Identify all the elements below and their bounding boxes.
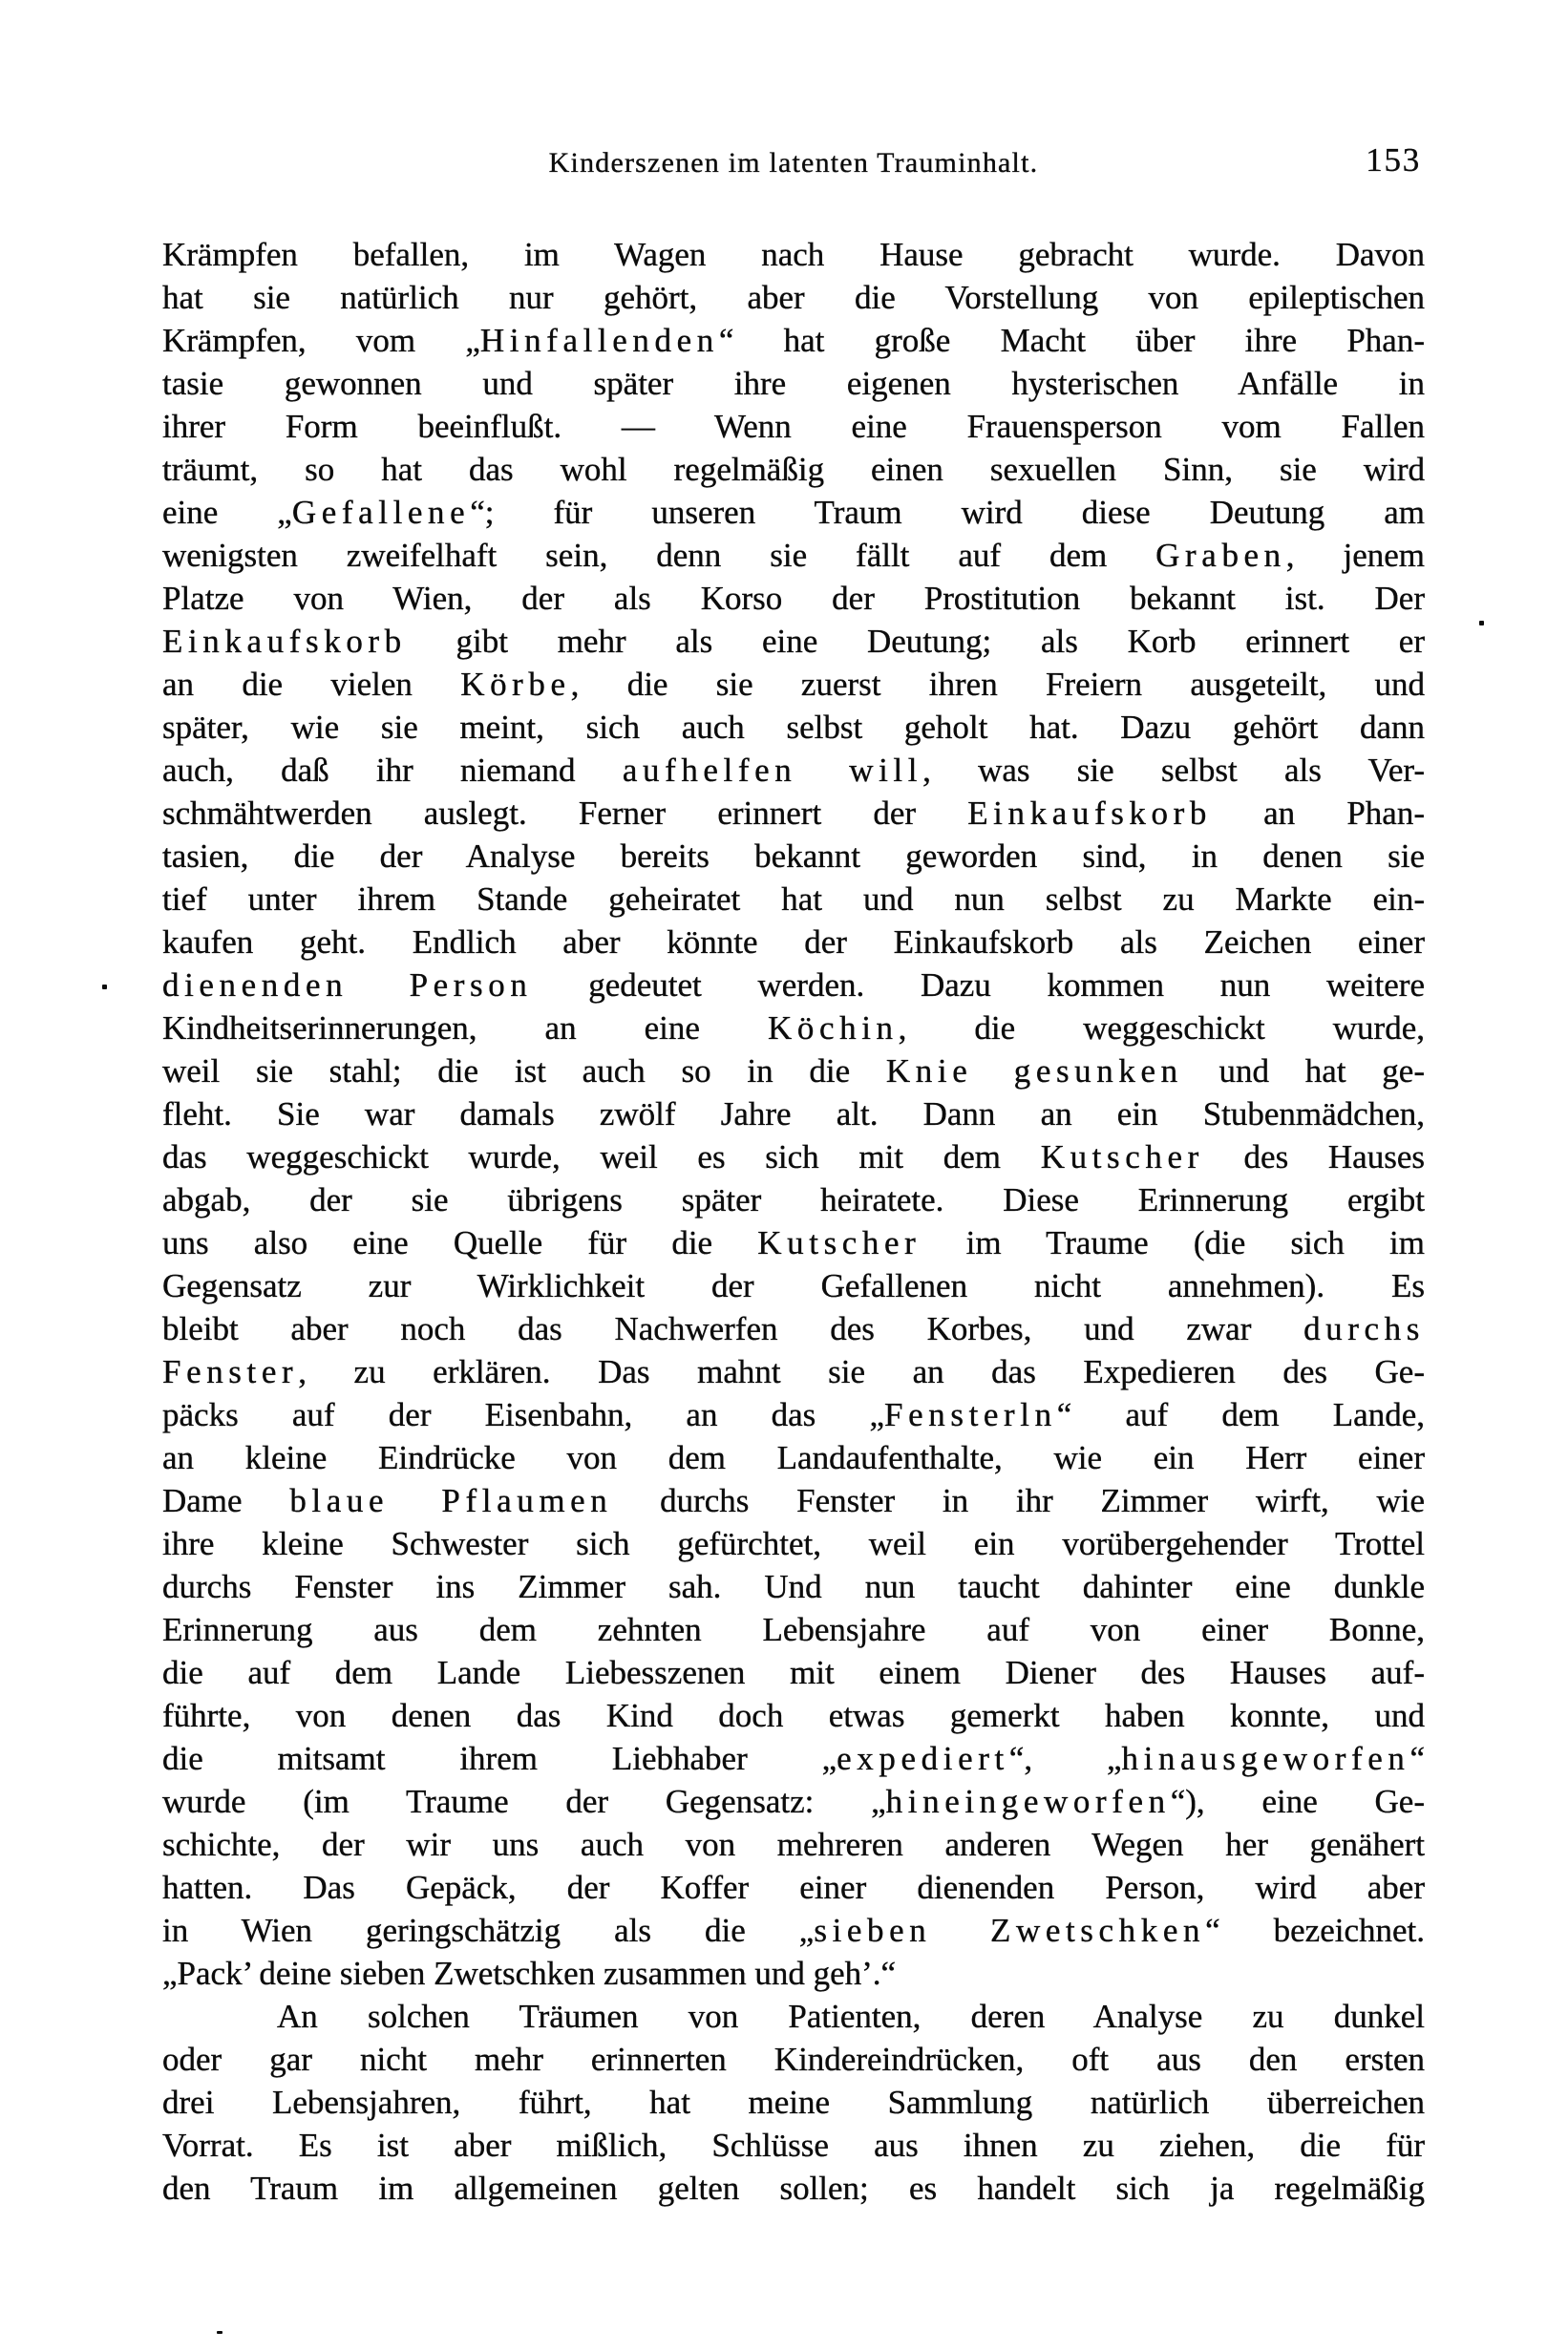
text-segment: Dame bbox=[162, 1482, 290, 1519]
text-line bbox=[162, 2124, 1425, 2167]
text-segment: an die vielen bbox=[162, 666, 461, 703]
text-line bbox=[162, 835, 1425, 878]
text-segment: später, wie sie meint, sich auch selbst geholt hat. Dazu gehört dann bbox=[162, 709, 1425, 746]
text-segment: den Traum im allgemeinen gelten sollen; es handelt sich ja regelmäßig bbox=[162, 2170, 1425, 2207]
text-segment: ihrer Form beeinflußt. — Wenn eine Frauensperson vom Fallen bbox=[162, 408, 1425, 445]
text-line bbox=[162, 964, 1425, 1006]
text-segment: „Pack’ deine sieben Zwetschken zusammen und geh’.“ bbox=[162, 1955, 897, 1992]
text-segment: “), eine Ge- bbox=[1170, 1783, 1425, 1820]
text-line bbox=[162, 1178, 1425, 1221]
gesperrt-text: Knie gesunken bbox=[885, 1052, 1183, 1090]
text-segment: schmähtwerden auslegt. Ferner erinnert der bbox=[162, 795, 968, 832]
scan-speck bbox=[217, 2331, 222, 2334]
text-segment: “ auf dem Lande, bbox=[1056, 1396, 1425, 1433]
page-number: 153 bbox=[1366, 141, 1421, 179]
text-segment: an Phan- bbox=[1211, 795, 1425, 832]
text-segment: hatten. Das Gepäck, der Koffer einer dienenden Person, wird aber bbox=[162, 1869, 1425, 1906]
text-segment: päcks auf der Eisenbahn, an das „ bbox=[162, 1396, 885, 1433]
running-title: Kinderszenen im latenten Trauminhalt. bbox=[548, 147, 1039, 179]
text-segment: tief unter ihrem Stande geheiratet hat und nun selbst zu Markte ein- bbox=[162, 880, 1425, 918]
text-segment: und hat ge- bbox=[1182, 1052, 1426, 1090]
text-line bbox=[162, 878, 1425, 921]
text-line bbox=[162, 1522, 1425, 1565]
text-segment: in Wien geringschätzig als die „ bbox=[162, 1912, 815, 1949]
text-line bbox=[162, 1350, 1425, 1393]
text-line bbox=[162, 233, 1425, 276]
text-line bbox=[162, 491, 1425, 534]
text-line bbox=[162, 1565, 1425, 1608]
text-segment: , zu erklären. Das mahnt sie an das Expedieren des Ge- bbox=[298, 1353, 1425, 1390]
text-line bbox=[162, 1049, 1425, 1092]
text-segment: an kleine Eindrücke von dem Landaufenthalte, wie ein Herr einer bbox=[162, 1439, 1425, 1476]
text-line bbox=[162, 405, 1425, 448]
text-line bbox=[162, 921, 1425, 964]
text-line bbox=[162, 1393, 1425, 1436]
text-line bbox=[162, 1737, 1425, 1780]
text-segment: Erinnerung aus dem zehnten Lebensjahre auf von einer Bonne, bbox=[162, 1611, 1425, 1648]
text-segment: Krämpfen befallen, im Wagen nach Hause gebracht wurde. Davon bbox=[162, 236, 1425, 273]
text-segment: gedeutet werden. Dazu kommen nun weitere bbox=[532, 966, 1425, 1004]
text-segment: weil sie stahl; die ist auch so in die bbox=[162, 1052, 886, 1090]
text-line bbox=[162, 1651, 1425, 1694]
scan-speck bbox=[102, 985, 107, 989]
text-segment: tasien, die der Analyse bereits bekannt geworden sind, in denen sie bbox=[162, 837, 1425, 875]
text-segment: abgab, der sie übrigens später heiratete. Diese Erinnerung ergibt bbox=[162, 1181, 1425, 1218]
text-line bbox=[162, 319, 1425, 362]
gesperrt-text: Kutscher bbox=[757, 1224, 922, 1261]
text-line bbox=[162, 663, 1425, 706]
text-line bbox=[162, 2081, 1425, 2124]
text-line bbox=[162, 1135, 1425, 1178]
text-line bbox=[162, 448, 1425, 491]
text-segment: durchs Fenster ins Zimmer sah. Und nun taucht dahinter eine dunkle bbox=[162, 1568, 1425, 1605]
text-line bbox=[162, 1823, 1425, 1866]
text-line bbox=[162, 1694, 1425, 1737]
text-segment: bleibt aber noch das Nachwerfen des Korbes, und zwar bbox=[162, 1310, 1304, 1347]
text-segment: Platze von Wien, der als Korso der Prostitution bekannt ist. Der bbox=[162, 580, 1425, 617]
text-segment: “ bezeichnet. bbox=[1205, 1912, 1426, 1949]
text-segment: die mitsamt ihrem Liebhaber „ bbox=[162, 1740, 837, 1777]
gesperrt-text: Kutscher bbox=[1040, 1138, 1204, 1176]
text-segment: “, „ bbox=[1008, 1740, 1122, 1777]
gesperrt-text: Einkaufskorb bbox=[162, 623, 407, 660]
text-segment: die auf dem Lande Liebesszenen mit einem Diener des Hauses auf- bbox=[162, 1654, 1425, 1691]
gesperrt-text: hineingeworfen bbox=[885, 1783, 1171, 1820]
gesperrt-text: sieben Zwetschken bbox=[814, 1912, 1206, 1949]
text-segment: kaufen geht. Endlich aber könnte der Einkaufskorb als Zeichen einer bbox=[162, 923, 1425, 961]
text-segment: das weggeschickt wurde, weil es sich mit dem bbox=[162, 1138, 1041, 1176]
text-block bbox=[162, 233, 1425, 2210]
gesperrt-text: Hinfallenden bbox=[479, 322, 719, 359]
gesperrt-text: Köchin bbox=[767, 1009, 899, 1047]
gesperrt-text: blaue Pflaumen bbox=[289, 1482, 613, 1519]
text-segment: im Traume (die sich im bbox=[921, 1224, 1426, 1261]
text-segment: “ bbox=[1409, 1740, 1425, 1777]
text-line bbox=[162, 577, 1425, 620]
text-line bbox=[162, 1909, 1425, 1952]
text-line bbox=[162, 362, 1425, 405]
gesperrt-text: Graben bbox=[1155, 537, 1286, 574]
text-segment: An solchen Träumen von Patienten, deren Analyse zu dunkel bbox=[277, 1998, 1425, 2035]
text-segment: wurde (im Traume der Gegensatz: „ bbox=[162, 1783, 886, 1820]
text-line bbox=[162, 2167, 1425, 2210]
text-segment: schichte, der wir uns auch von mehreren anderen Wegen her genähert bbox=[162, 1826, 1425, 1863]
text-line bbox=[162, 1092, 1425, 1135]
gesperrt-text: durchs bbox=[1303, 1310, 1425, 1347]
gesperrt-text: Einkaufskorb bbox=[967, 795, 1212, 832]
text-segment: , jenem bbox=[1285, 537, 1425, 574]
gesperrt-text: aufhelfen will bbox=[622, 752, 923, 789]
text-segment: ihre kleine Schwester sich gefürchtet, weil ein vorübergehender Trottel bbox=[162, 1525, 1425, 1562]
text-line bbox=[162, 1995, 1425, 2038]
text-segment: “; für unseren Traum wird diese Deutung am bbox=[470, 494, 1426, 531]
text-line bbox=[162, 1436, 1425, 1479]
text-segment: Vorrat. Es ist aber mißlich, Schlüsse aus ihnen zu ziehen, die für bbox=[162, 2127, 1425, 2164]
text-segment: auch, daß ihr niemand bbox=[162, 752, 623, 789]
text-segment: hat sie natürlich nur gehört, aber die Vorstellung von epileptischen bbox=[162, 279, 1425, 316]
text-line bbox=[162, 1780, 1425, 1823]
scan-speck bbox=[1479, 621, 1484, 625]
text-line bbox=[162, 1221, 1425, 1264]
text-segment: , was sie selbst als Ver- bbox=[922, 752, 1425, 789]
text-line bbox=[162, 1264, 1425, 1307]
text-line bbox=[162, 1608, 1425, 1651]
text-segment: tasie gewonnen und später ihre eigenen hysterischen Anfälle in bbox=[162, 365, 1425, 402]
text-segment: , die weggeschickt wurde, bbox=[898, 1009, 1425, 1047]
text-line bbox=[162, 1307, 1425, 1350]
text-segment: gibt mehr als eine Deutung; als Korb erinnert er bbox=[406, 623, 1425, 660]
text-line bbox=[162, 2038, 1425, 2081]
text-line bbox=[162, 1866, 1425, 1909]
gesperrt-text: hinausgeworfen bbox=[1121, 1740, 1410, 1777]
text-segment: uns also eine Quelle für die bbox=[162, 1224, 758, 1261]
text-segment: durchs Fenster in ihr Zimmer wirft, wie bbox=[612, 1482, 1425, 1519]
text-segment: träumt, so hat das wohl regelmäßig einen sexuellen Sinn, sie wird bbox=[162, 451, 1425, 488]
text-segment: Krämpfen, vom „ bbox=[162, 322, 480, 359]
text-line bbox=[162, 534, 1425, 577]
text-segment: führte, von denen das Kind doch etwas gemerkt haben konnte, und bbox=[162, 1697, 1425, 1734]
text-segment: oder gar nicht mehr erinnerten Kindereindrücken, oft aus den ersten bbox=[162, 2041, 1425, 2078]
text-segment: drei Lebensjahren, führt, hat meine Sammlung natürlich überreichen bbox=[162, 2084, 1425, 2121]
text-line bbox=[162, 706, 1425, 749]
text-segment: “ hat große Macht über ihre Phan- bbox=[718, 322, 1425, 359]
text-line bbox=[162, 792, 1425, 835]
text-segment: eine „ bbox=[162, 494, 292, 531]
gesperrt-text: Gefallene bbox=[291, 494, 471, 531]
gesperrt-text: expediert bbox=[837, 1740, 1009, 1777]
text-segment: des Hauses bbox=[1203, 1138, 1425, 1176]
gesperrt-text: Fenster bbox=[162, 1353, 299, 1390]
gesperrt-text: Fensterln bbox=[884, 1396, 1057, 1433]
text-segment: wenigsten zweifelhaft sein, denn sie fällt auf dem bbox=[162, 537, 1156, 574]
text-segment: fleht. Sie war damals zwölf Jahre alt. Dann an ein Stubenmädchen, bbox=[162, 1095, 1425, 1133]
text-line bbox=[162, 1952, 1425, 1995]
text-line bbox=[162, 276, 1425, 319]
text-segment: , die sie zuerst ihren Freiern ausgeteilt, und bbox=[570, 666, 1426, 703]
text-line bbox=[162, 1479, 1425, 1522]
text-line bbox=[162, 749, 1425, 792]
text-line bbox=[162, 620, 1425, 663]
text-segment: Gegensatz zur Wirklichkeit der Gefallenen nicht annehmen). Es bbox=[162, 1267, 1425, 1304]
text-line bbox=[162, 1006, 1425, 1049]
text-segment: Kindheitserinnerungen, an eine bbox=[162, 1009, 768, 1047]
gesperrt-text: Körbe bbox=[460, 666, 571, 703]
gesperrt-text: dienenden Person bbox=[162, 966, 533, 1004]
running-head bbox=[162, 141, 1425, 185]
